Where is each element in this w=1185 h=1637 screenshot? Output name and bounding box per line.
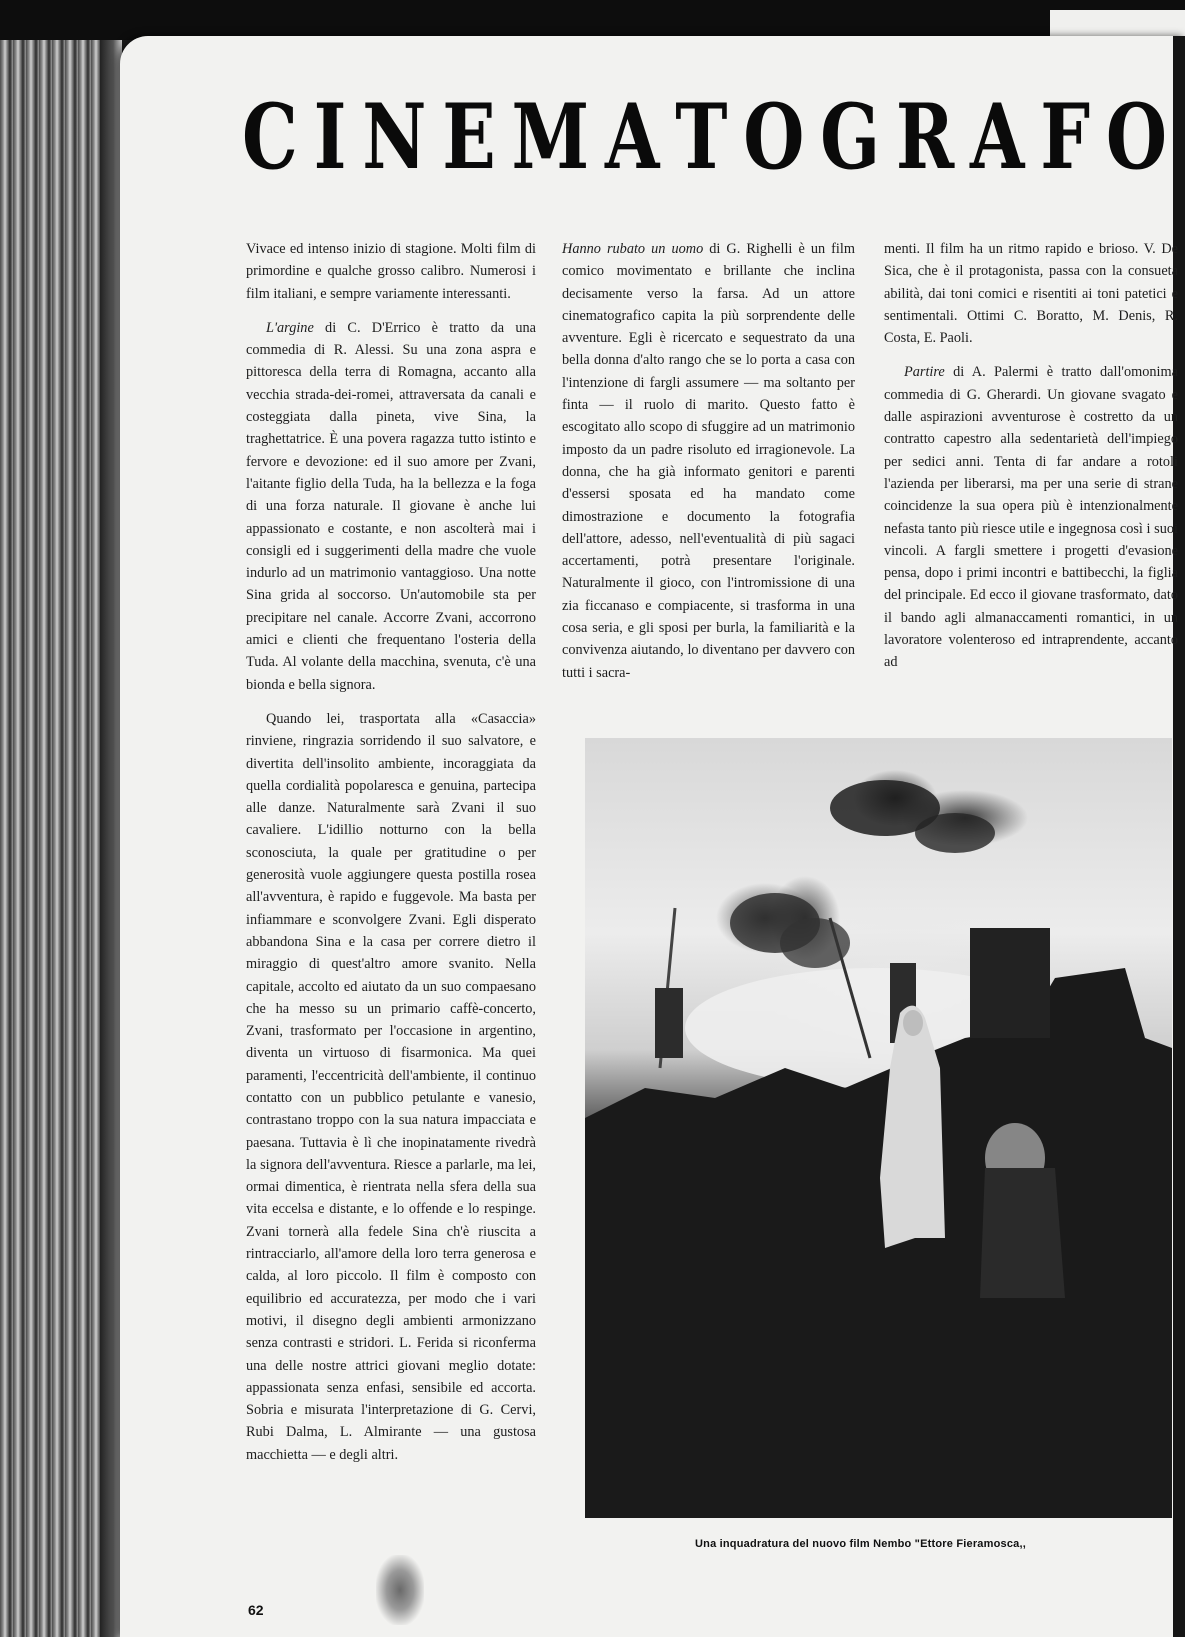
feathered-figure-body xyxy=(980,1168,1065,1298)
masthead-letter: F xyxy=(1040,84,1091,190)
paragraph-hanno-rubato-text: di G. Righelli è un film comico movimentato e brillante che inclina decisamente verso la farsa. Ad un attore cinematografico capita la più sorprendente delle avventure. Egli è ricercato e sequestrato da una bella donna d'alto rango che se lo porta a casa con l'intenzione di fargli assumere — ma soltanto per finta — il ruolo di marito. Questo fatto è escogitato allo scopo di sfuggire ad un matrimonio imposto da un padre risoluto ed irragionevole. La donna, che ha già informato genitori e parenti d'essersi sposata ed ha mandato come dimostrazione e documento la fotografia dell'attore, adesso, nell'eventualità di più sagaci accertamenti, potrà presentare l'originale. Naturalmente il gioco, con l'intromissione di una zia ficcanaso e compiacente, si trasforma in una cosa seria, e gli sposi per burla, la familiarità e la convivenza aiutando, lo diventano per davvero con tutti i sacra- xyxy=(562,241,855,681)
paragraph-largine-text: di C. D'Errico è tratto da una commedia di R. Alessi. Su una zona aspra e pittoresca della terra di Romagna, accanto alla vecchia strada-dei-romei, attraversata da canali e costeggiata dalla pineta, vive Sina, la traghettatrice. È una povera ragazza tutto istinto e fervore e devozione: ed il suo amore per Zvani, l'aitante figlio della Tuda, ha la bellezza e la foga di una forza naturale. Il giovane è anche lui appassionato e costante, e non ascolterà mai i consigli ed i suggerimenti della madre che vuole indurlo ad un matrimonio vantaggioso. Una notte Sina grida al soccorso. Un'automobile sta per precipitare nel canale. Accorre Zvani, accorrono amici e clienti che frequentano l'osteria della Tuda. Al volante della macchina, svenuta, c'è una bionda e bella signora. xyxy=(246,319,536,693)
masthead-letter: O xyxy=(1105,84,1168,190)
masthead-title xyxy=(242,82,1167,192)
masthead-letter: N xyxy=(362,84,427,190)
masthead-letter: G xyxy=(820,84,881,190)
soldier-left xyxy=(655,988,683,1058)
film-title-partire: Partire xyxy=(904,364,945,381)
paragraph-largine xyxy=(246,317,536,696)
photo-caption: Una inquadratura del nuovo film Nembo "Ettore Fieramosca,, xyxy=(695,1538,1026,1550)
rock-tower xyxy=(970,928,1050,1038)
masthead-letter: M xyxy=(511,84,590,190)
binding-shadow xyxy=(100,40,122,1637)
text-column-1 xyxy=(246,238,536,1466)
masthead-letter: R xyxy=(895,84,955,190)
masthead-letter: E xyxy=(442,84,496,190)
print-smudge xyxy=(376,1555,424,1625)
masthead-letter: O xyxy=(743,84,805,190)
masthead-letter: C xyxy=(242,84,298,190)
film-still-illustration xyxy=(585,738,1172,1518)
film-title-largine: L'argine xyxy=(266,319,314,336)
paragraph-casaccia: Quando lei, trasportata alla «Casaccia» rinviene, ringrazia sorridendo il suo salvatore, e divertita dell'insolito ambiente, incoraggiata da quella cordialità popolaresca e genuina, partecipa alle danze. Naturalmente sarà Zvani il suo cavaliere. L'idillio notturno con la bella sconosciuta, la quale per gratitudine o per generosità vuole aggiungere questa postilla rosea all'avventura, è rapido e fuggevole. Ma basta per infiammare e sconvolgere Zvani. Egli disperato abbandona Sina e la casa per correre dietro il miraggio di quest'altro amore svanito. Nella capitale, accolto ed aiutato da un suo compaesano che ha messo su un primario caffè-concerto, Zvani, trasformato per l'occasione in argentino, diventa un virtuoso di fisarmonica. Ma quei paramenti, l'eccentricità dell'ambiente, il continuo contatto con un pubblico petulante e vanesio, contrastano troppo con la sua natura impacciata e paesana. Tuttavia è lì che inopinatamente rivedrà la signora dell'avventura. Riesce a parlarle, ma lei, ormai dimentica, è rientrata nella sfera della sua vita eccelsa e distante, e lo offende e lo respinge. Zvani tornerà alla fedele Sina ch'è riuscita a rintracciarlo, all'amore della loro terra generosa e calda, al loro piccolo. Il film è composto con equilibrio ed accuratezza, per modo che i vari motivi, il disegno degli ambienti armonizzano senza contrasti e stridori. L. Ferida si riconferma una delle nostre attrici giovani meglio dotate: appassionata senza enfasi, sensibile ed accorta. Sobria e misurata l'interpretazione di G. Cervi, Rubi Dalma, L. Almirante — una gustosa macchietta — e degli altri. xyxy=(246,710,536,1463)
smoke-cloud xyxy=(780,918,850,968)
paragraph-partire-text: di A. Palermi è tratto dall'omonima commedia di G. Gherardi. Un giovane svagato e dalle aspirazioni avventurose è costretto da un contratto capestro alla sedentarietà dell'impiego per sedici anni. Tenta di far andare a rotoli l'azienda per liberarsi, ma per una serie di strane coincidenze la sua opera più è intenzionalmente nefasta tanto più riesce utile e ingegnosa così i suoi vincoli. A fargli smettere i progetti d'evasione pensa, dopo i primi incontri e battibecchi, la figlia del principale. Ed ecco il giovane trasformato, dato il bando agli almanaccamenti romantici, in un lavoratore volenteroso ed intraprendente, accanto ad xyxy=(884,364,1178,671)
film-still-photo xyxy=(585,738,1172,1518)
page-number: 62 xyxy=(248,1602,264,1618)
masthead-letter: T xyxy=(675,84,728,190)
top-dark-band xyxy=(0,0,1185,40)
smoke-cloud xyxy=(915,813,995,853)
paragraph-partire xyxy=(884,361,1178,673)
paragraph-continuation: menti. Il film ha un ritmo rapido e brioso. V. De Sica, che è il protagonista, passa con la consueta abilità, dai toni comici e risentiti ai toni patetici e sentimentali. Ottimi C. Boratto, M. Denis, R. Costa, E. Paoli. xyxy=(884,241,1178,347)
paragraph-intro: Vivace ed intenso inizio di stagione. Molti film di primordine e qualche grosso calibro. Numerosi i film italiani, e sempre variamente interessanti. xyxy=(246,241,536,302)
text-column-2 xyxy=(562,238,855,684)
masthead-letter: I xyxy=(313,84,347,190)
figure-head xyxy=(903,1010,923,1036)
masthead-letter: A xyxy=(604,84,660,190)
film-title-hanno-rubato: Hanno rubato un uomo xyxy=(562,241,704,257)
paragraph-hanno-rubato xyxy=(562,238,855,684)
text-column-3 xyxy=(884,238,1178,674)
masthead-letter: A xyxy=(970,84,1025,190)
